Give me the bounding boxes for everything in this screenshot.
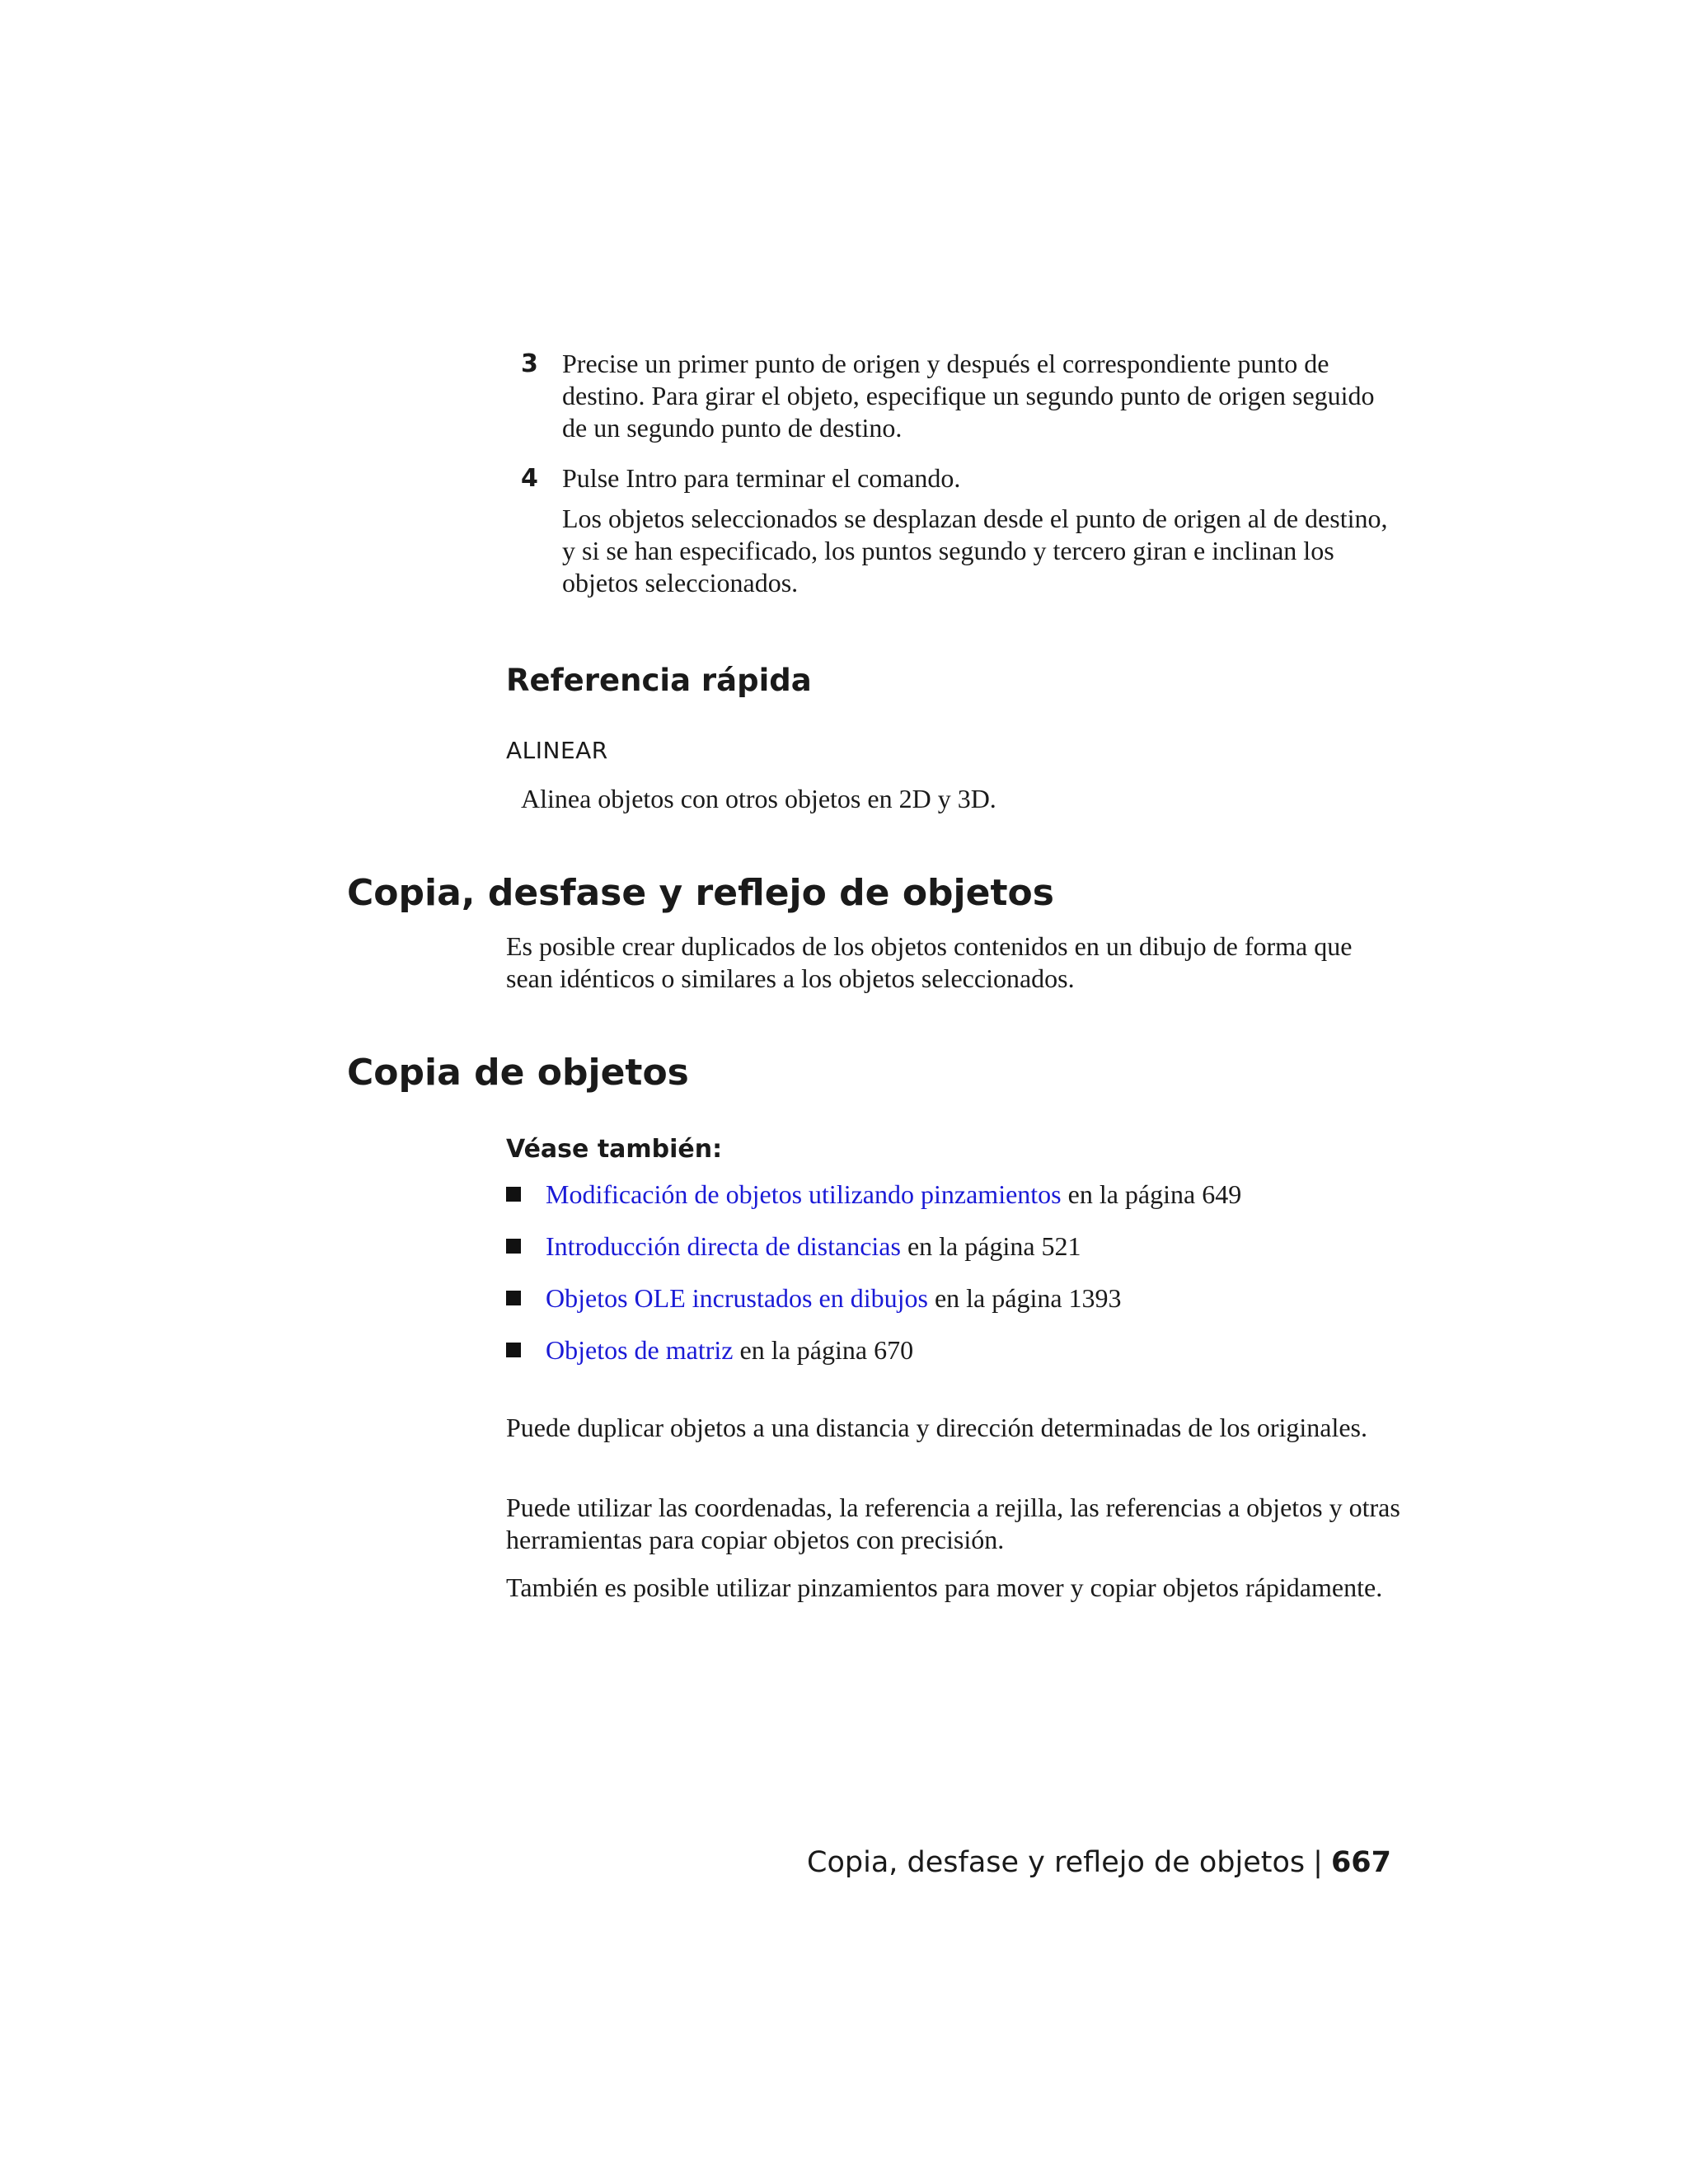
section-intro-paragraph: Es posible crear duplicados de los objetos contenidos en un dibujo de forma que sean idénticos o similares a los objetos seleccionados.	[506, 931, 1353, 993]
body-paragraph: También es posible utilizar pinzamientos para mover y copiar objetos rápidamente.	[506, 1572, 1383, 1602]
list-item	[506, 1230, 1413, 1282]
list-item	[506, 1282, 1413, 1334]
step-number: 4	[521, 464, 538, 493]
see-also-list	[506, 1179, 1413, 1386]
command-description: Alinea objetos con otros objetos en 2D y 3D.	[521, 784, 996, 813]
step-text: Pulse Intro para terminar el comando.	[562, 463, 961, 493]
page-reference: en la página 521	[900, 1231, 1081, 1261]
step-4	[521, 462, 1395, 599]
command-name: ALINEAR	[506, 737, 608, 764]
quick-reference-heading: Referencia rápida	[506, 663, 812, 698]
footer-section-title: Copia, desfase y reflejo de objetos	[807, 1846, 1306, 1879]
see-also-link[interactable]: Objetos OLE incrustados en dibujos	[546, 1283, 928, 1313]
bullet-square-icon	[506, 1239, 521, 1254]
footer-separator: |	[1313, 1846, 1323, 1879]
step-number: 3	[521, 349, 538, 378]
see-also-link[interactable]: Objetos de matriz	[546, 1335, 734, 1365]
bullet-square-icon	[506, 1187, 521, 1202]
see-also-label: Véase también:	[506, 1135, 723, 1164]
page-number: 667	[1330, 1846, 1391, 1879]
bullet-square-icon	[506, 1291, 521, 1305]
page-footer	[807, 1846, 1391, 1879]
page-reference: en la página 1393	[927, 1283, 1122, 1313]
step-result-note: Los objetos seleccionados se desplazan desde el punto de origen al de destino, y si se han especificado, los puntos segundo y tercero giran e inclinan los objetos seleccionados.	[562, 504, 1388, 598]
step-text: Precise un primer punto de origen y después el correspondiente punto de destino. Para girar el objeto, especifique un segundo punto de origen seguido de un segundo punto de destino.	[562, 349, 1375, 443]
page-reference: en la página 670	[733, 1335, 914, 1365]
body-paragraph: Puede duplicar objetos a una distancia y dirección determinadas de los originales.	[506, 1413, 1367, 1442]
see-also-link[interactable]: Introducción directa de distancias	[546, 1231, 901, 1261]
bullet-square-icon	[506, 1343, 521, 1357]
page-reference: en la página 649	[1061, 1179, 1242, 1209]
body-paragraph: Puede utilizar las coordenadas, la referencia a rejilla, las referencias a objetos y otras herramientas para copiar objetos con precisión.	[506, 1493, 1400, 1554]
list-item	[506, 1179, 1413, 1230]
step-3	[521, 348, 1395, 444]
section-heading-copia-desfase-reflejo: Copia, desfase y reflejo de objetos	[347, 872, 1054, 914]
see-also-link[interactable]: Modificación de objetos utilizando pinzamientos	[546, 1179, 1062, 1209]
list-item	[506, 1334, 1413, 1386]
section-heading-copia-de-objetos: Copia de objetos	[347, 1052, 689, 1094]
